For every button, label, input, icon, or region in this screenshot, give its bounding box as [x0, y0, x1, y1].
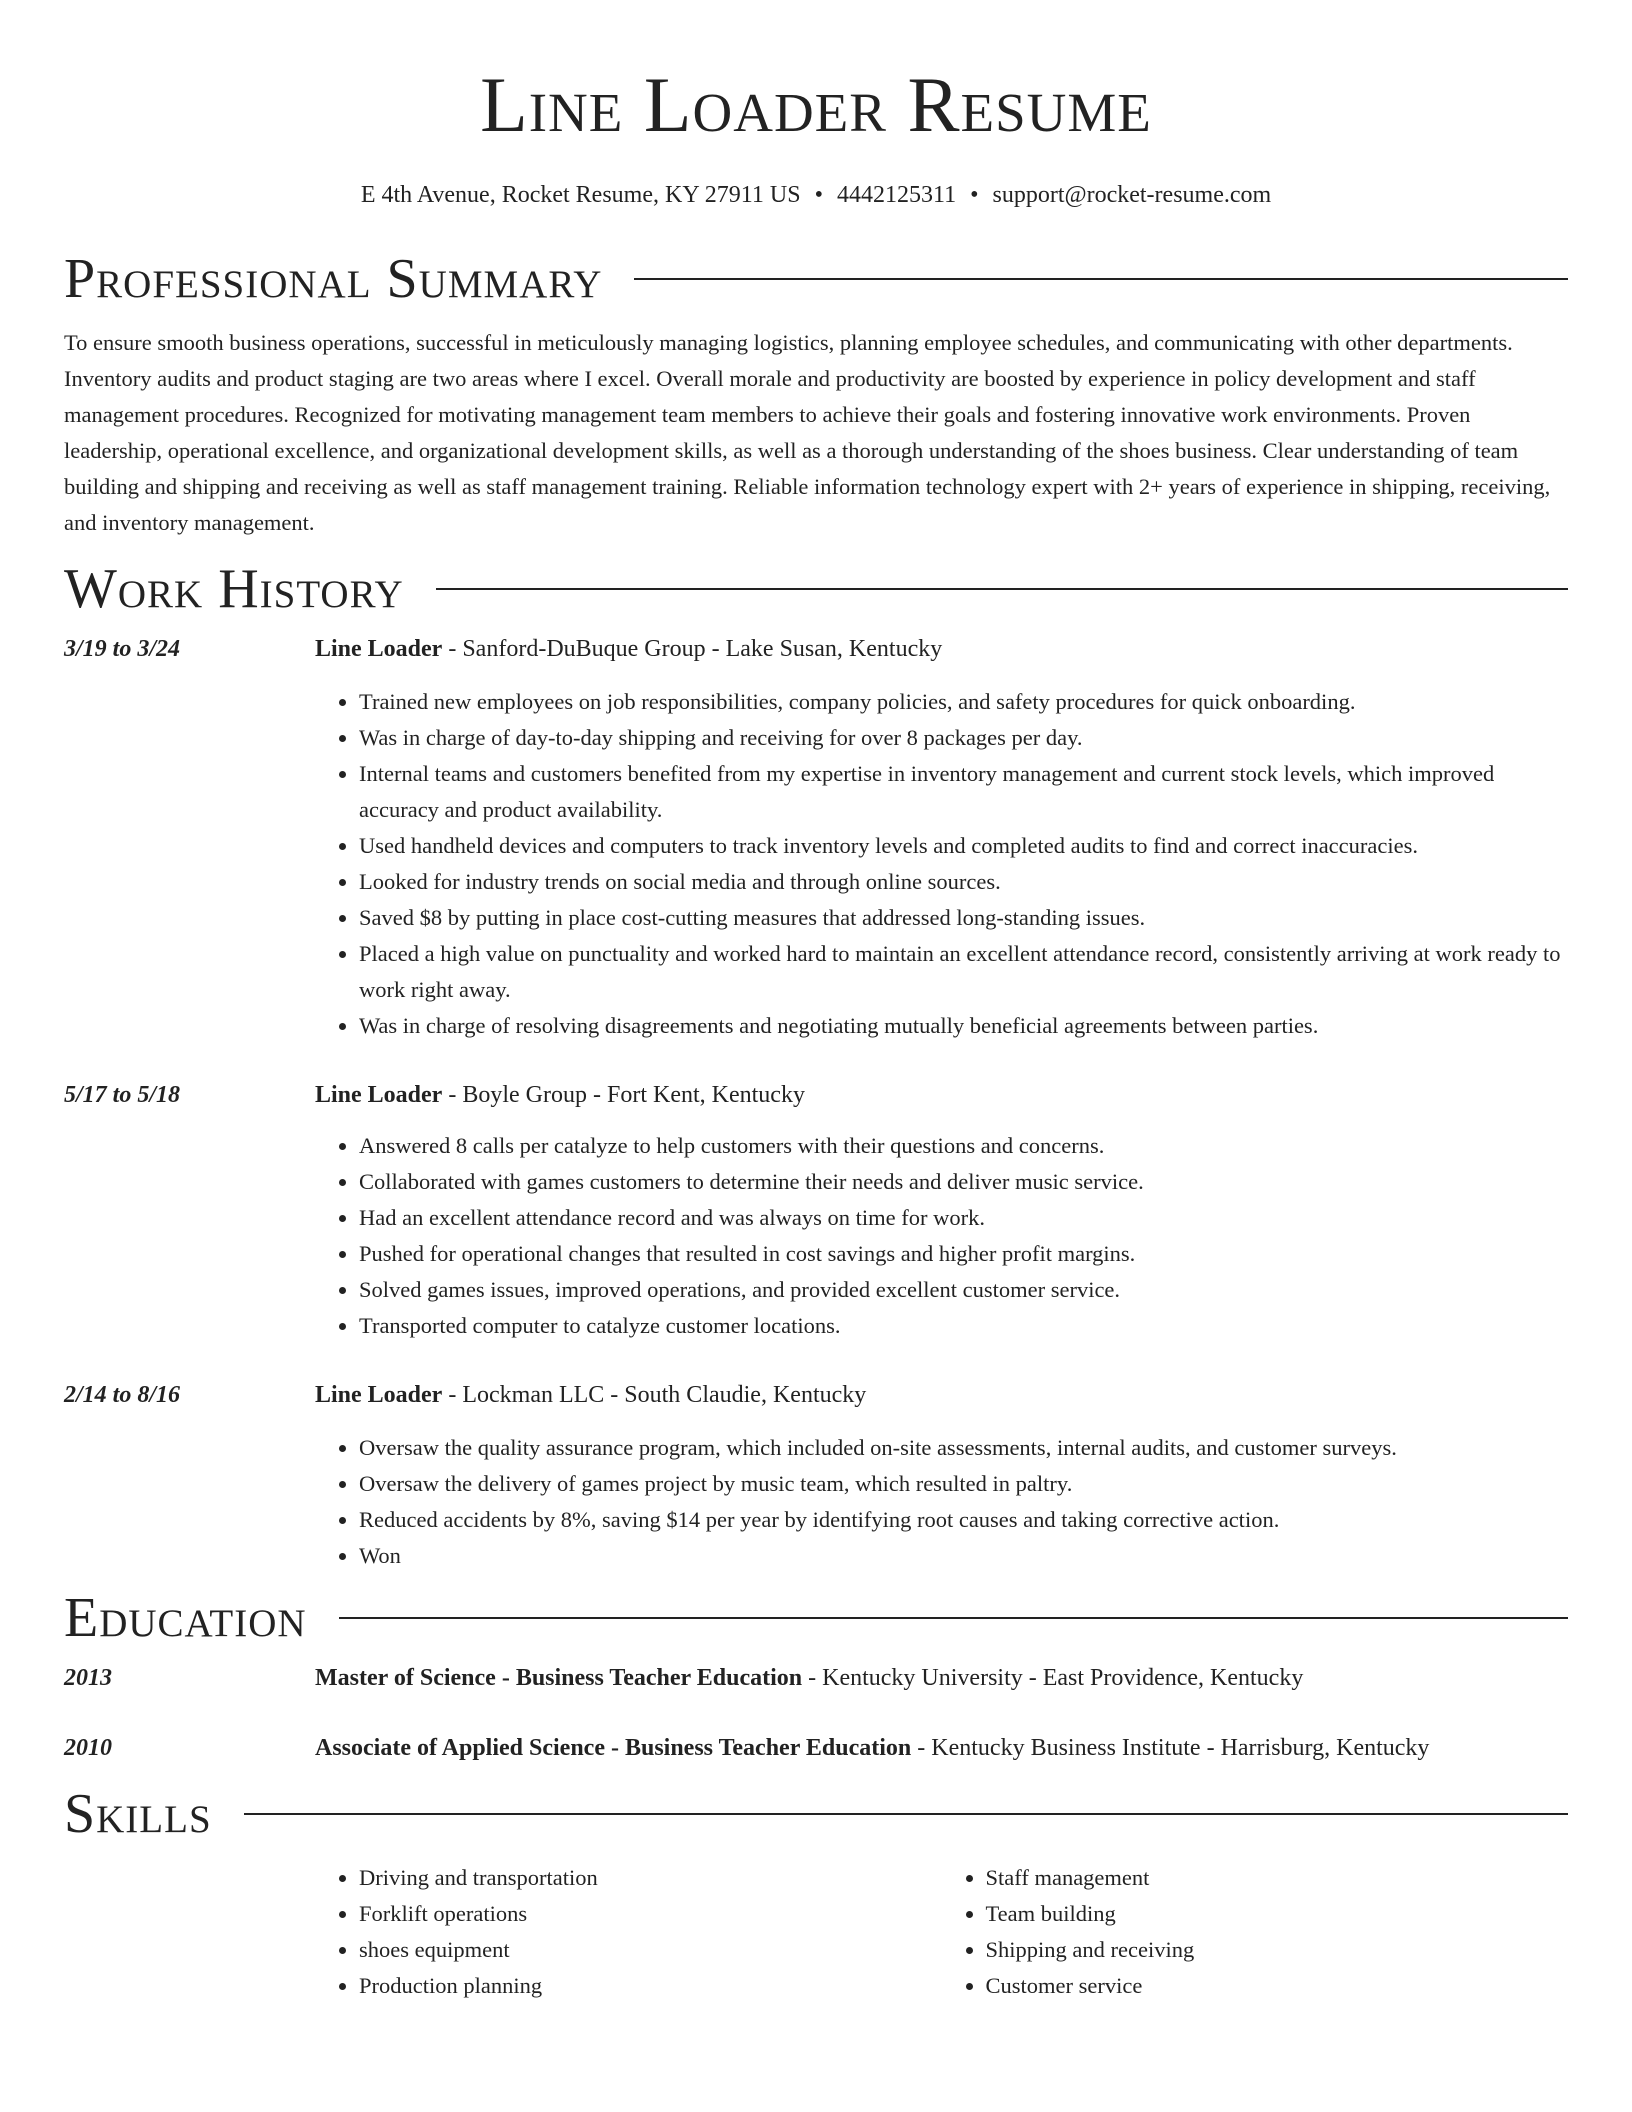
contact-phone: 4442125311: [836, 182, 957, 208]
education-degree: Master of Science - Business Teacher Education: [315, 1665, 803, 1691]
list-item: • Trained new employees on job responsibilities, company policies, and safety procedures for quick onboarding.: [359, 684, 1568, 720]
education-heading: [315, 1660, 1303, 1696]
job-heading: [315, 1377, 866, 1413]
resume-page: [64, 0, 1568, 2004]
skill-item: • Team building: [986, 1896, 1569, 1932]
summary-section-title: Professional Summary: [64, 248, 603, 310]
contact-separator: •: [814, 182, 823, 208]
job-dates: 2/14 to 8/16: [64, 1382, 181, 1408]
work-entry: [64, 1077, 1568, 1344]
section-divider: [634, 278, 1568, 280]
education-heading: [315, 1730, 1429, 1766]
job-dates: 5/17 to 5/18: [64, 1082, 181, 1108]
list-item: • Collaborated with games customers to determine their needs and deliver music service.: [359, 1164, 1568, 1200]
education-details: - Kentucky University - East Providence, Kentucky: [802, 1665, 1304, 1691]
list-item: • Internal teams and customers benefited from my expertise in inventory management and current stock levels, which improved accuracy and product availability.: [359, 756, 1568, 828]
list-item: • Oversaw the delivery of games project by music team, which resulted in paltry.: [359, 1466, 1568, 1502]
list-item: • Won: [359, 1538, 1568, 1574]
work-entry: [64, 631, 1568, 1044]
section-divider: [244, 1813, 1568, 1815]
skill-item: • Production planning: [359, 1968, 942, 2004]
list-item: • Used handheld devices and computers to track inventory levels and completed audits to find and correct inaccuracies.: [359, 828, 1568, 864]
education-section-title: Education: [64, 1587, 307, 1649]
resume-name: Line Loader Resume: [480, 61, 1152, 148]
skill-item: • Driving and transportation: [359, 1860, 942, 1896]
summary-text: To ensure smooth business operations, successful in meticulously managing logistics, planning employee schedules, and communicating with other departments. Inventory audits and product staging are two areas where I excel. Overall morale and productivity are boosted by experience in policy development and staff management procedures. Recognized for motivating management team members to achieve their goals and fostering innovative work environments. Proven leadership, operational excellence, and organizational development skills, as well as a thorough understanding of the shoes business. Clear understanding of team building and shipping and receiving as well as staff management training. Reliable information technology expert with 2+ years of experience in shipping, receiving, and inventory management.: [64, 330, 1551, 535]
job-dates: 3/19 to 3/24: [64, 636, 181, 662]
job-details: - Lockman LLC - South Claudie, Kentucky: [442, 1382, 867, 1408]
list-item: • Was in charge of resolving disagreements and negotiating mutually beneficial agreements between parties.: [359, 1008, 1568, 1044]
list-item: • Transported computer to catalyze customer locations.: [359, 1308, 1568, 1344]
education-year: 2010: [64, 1735, 112, 1761]
list-item: • Saved $8 by putting in place cost-cutting measures that addressed long-standing issues.: [359, 900, 1568, 936]
skills-list: [315, 1860, 1568, 2004]
contact-address: E 4th Avenue, Rocket Resume, KY 27911 US: [360, 182, 801, 208]
skills-section-header: [64, 1783, 1568, 1845]
list-item: • Was in charge of day-to-day shipping and receiving for over 8 packages per day.: [359, 720, 1568, 756]
list-item: • Oversaw the quality assurance program, which included on-site assessments, internal audits, and customer surveys.: [359, 1430, 1568, 1466]
job-title: Line Loader: [315, 1082, 443, 1108]
education-degree: Associate of Applied Science - Business Teacher Education: [315, 1735, 912, 1761]
work-section-title: Work History: [64, 558, 404, 620]
contact-separator: •: [970, 182, 979, 208]
job-title: Line Loader: [315, 1382, 443, 1408]
list-item: • Answered 8 calls per catalyze to help customers with their questions and concerns.: [359, 1128, 1568, 1164]
list-item: • Placed a high value on punctuality and worked hard to maintain an excellent attendance record, consistently arriving at work ready to work right away.: [359, 936, 1568, 1008]
education-section-header: [64, 1587, 1568, 1649]
education-year: 2013: [64, 1665, 112, 1691]
skill-item: • Shipping and receiving: [986, 1932, 1569, 1968]
work-section-header: [64, 558, 1568, 620]
summary-section-header: [64, 248, 1568, 310]
list-item: • Solved games issues, improved operations, and provided excellent customer service.: [359, 1272, 1568, 1308]
job-title: Line Loader: [315, 636, 443, 662]
skills-column-left: [315, 1860, 942, 2004]
job-bullets: [315, 1430, 1568, 1574]
list-item: • Pushed for operational changes that resulted in cost savings and higher profit margins.: [359, 1236, 1568, 1272]
education-details: - Kentucky Business Institute - Harrisburg, Kentucky: [911, 1735, 1430, 1761]
section-divider: [339, 1617, 1568, 1619]
job-heading: [315, 1077, 805, 1113]
job-bullets: [315, 1128, 1568, 1344]
skills-column-right: [942, 1860, 1569, 2004]
skill-item: • Forklift operations: [359, 1896, 942, 1932]
list-item: • Looked for industry trends on social media and through online sources.: [359, 864, 1568, 900]
contact-email: support@rocket-resume.com: [992, 182, 1272, 208]
contact-line: [64, 182, 1568, 209]
work-entry: [64, 1377, 1568, 1574]
job-details: - Sanford-DuBuque Group - Lake Susan, Kentucky: [442, 636, 943, 662]
section-divider: [436, 588, 1568, 590]
skills-section-title: Skills: [64, 1783, 212, 1845]
job-details: - Boyle Group - Fort Kent, Kentucky: [442, 1082, 805, 1108]
skill-item: • Customer service: [986, 1968, 1569, 2004]
skill-item: • shoes equipment: [359, 1932, 942, 1968]
education-entry: [64, 1660, 1568, 1696]
skill-item: • Staff management: [986, 1860, 1569, 1896]
list-item: • Reduced accidents by 8%, saving $14 per year by identifying root causes and taking corrective action.: [359, 1502, 1568, 1538]
education-entry: [64, 1730, 1568, 1766]
job-heading: [315, 631, 942, 667]
job-bullets: [315, 684, 1568, 1044]
list-item: • Had an excellent attendance record and was always on time for work.: [359, 1200, 1568, 1236]
